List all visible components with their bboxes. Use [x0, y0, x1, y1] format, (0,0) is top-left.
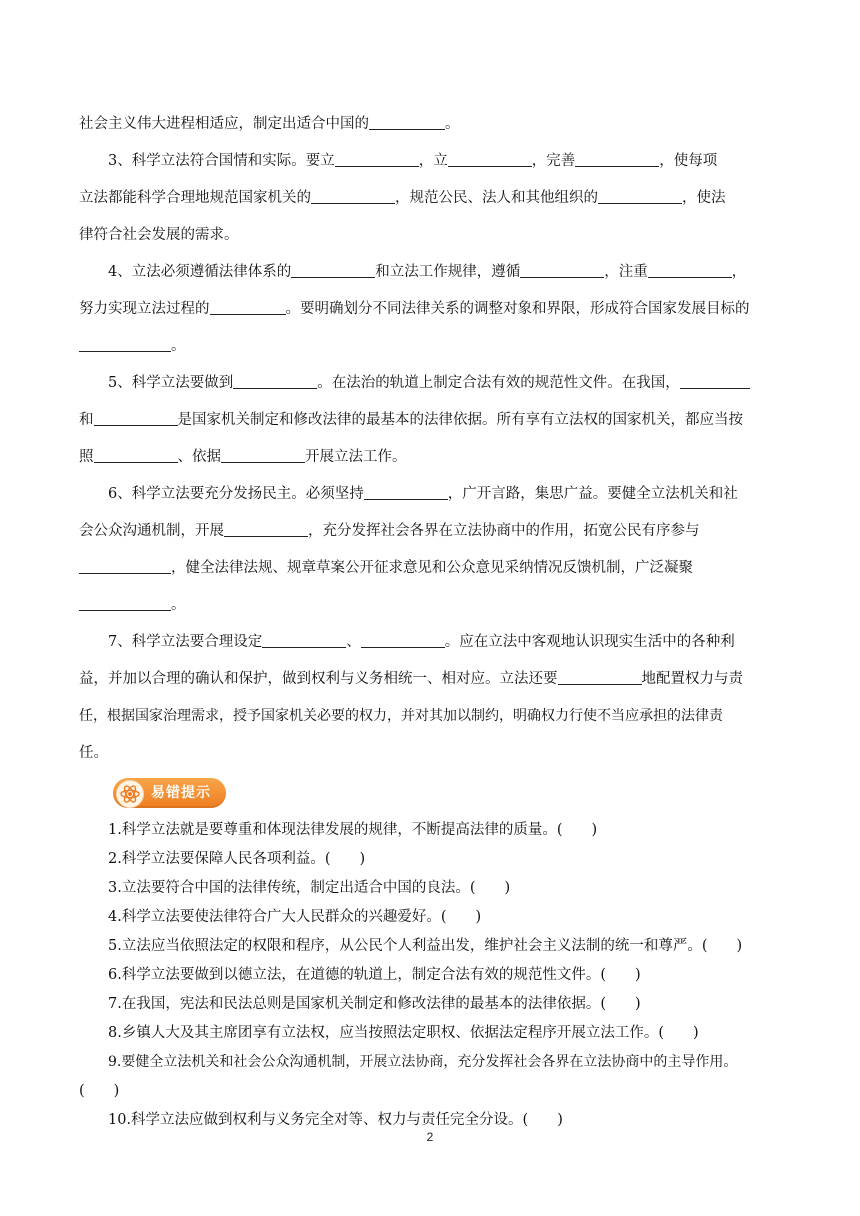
blank[interactable] — [291, 261, 375, 278]
blank[interactable] — [648, 261, 732, 278]
tf-item: 6.科学立法要做到以德立法，在道德的轨道上，制定合法有效的规范性文件。( ) — [108, 967, 641, 983]
blank[interactable] — [311, 187, 395, 204]
worksheet-page — [79, 106, 784, 1135]
tf-item: 8.乡镇人大及其主席团享有立法权，应当按照法定职权、依据法定程序开展立法工作。( ) — [108, 1025, 699, 1041]
blank[interactable] — [224, 520, 308, 537]
blank[interactable] — [575, 150, 659, 167]
tf-item: 2.科学立法要保障人民各项利益。( ) — [108, 851, 366, 867]
blank[interactable] — [520, 261, 604, 278]
blank[interactable] — [94, 446, 178, 463]
blank[interactable] — [221, 446, 305, 463]
item-5: 5、科学立法要做到 。在法治的轨道上制定合法有效的规范性文件。在我国， 和 是国家机关制定和修改法律的最基本的法律依据。所有享有立法权的国家机关，都应当按 照 、依据 开展立法工作。 — [79, 365, 784, 476]
blank[interactable] — [680, 372, 750, 389]
page-number: 2 — [426, 1130, 434, 1144]
tip-banner — [113, 778, 226, 808]
blank[interactable] — [558, 668, 642, 685]
item-6: 6、科学立法要充分发扬民主。必须坚持 ，广开言路，集思广益。要健全立法机关和社 会公众沟通机制，开展 ，充分发挥社会各界在立法协商中的作用，拓宽公民有序参与 ，健全法律法规、规章草案公开征求意见和公众意见采纳情况反馈机制，广泛凝聚 。 — [79, 476, 784, 624]
blank[interactable] — [361, 631, 445, 648]
intro-paragraph: 社会主义伟大进程相适应，制定出适合中国的 。 — [79, 106, 784, 143]
tf-item: 10.科学立法应做到权利与义务完全对等、权力与责任完全分设。( ) — [108, 1112, 563, 1128]
item-7: 7、科学立法要合理设定 、 。应在立法中客观地认识现实生活中的各种利 益，并加以合理的确认和保护，做到权利与义务相统一、相对应。立法还要 地配置权力与责 任，根据国家治理需求，授予国家机关必要的权力，并对其加以制约，明确权力行使不当应承担的法律责 任。 — [79, 624, 784, 772]
blank[interactable] — [448, 150, 532, 167]
item-4: 4、立法必须遵循法律体系的 和立法工作规律，遵循 ，注重 ， 努力实现立法过程的 。要明确划分不同法律关系的调整对象和界限，形成符合国家发展目标的 。 — [79, 254, 784, 365]
tip-banner-label: 易错提示 — [151, 785, 211, 801]
blank[interactable] — [79, 557, 171, 574]
item-3: 3、科学立法符合国情和实际。要立 ，立 ，完善 ，使每项 立法都能科学合理地规范国家机关的 ，规范公民、法人和其他组织的 ，使法 律符合社会发展的需求。 — [79, 143, 784, 254]
blank[interactable] — [335, 150, 419, 167]
blank[interactable] — [364, 483, 448, 500]
atom-icon — [116, 780, 144, 808]
blank[interactable] — [233, 372, 317, 389]
blank[interactable] — [210, 298, 286, 315]
blank[interactable] — [262, 631, 346, 648]
blank[interactable] — [369, 113, 445, 130]
tf-item: 3.立法要符合中国的法律传统，制定出适合中国的良法。( ) — [108, 880, 511, 896]
blank[interactable] — [79, 335, 171, 352]
tf-item: 5.立法应当依照法定的权限和程序，从公民个人利益出发，维护社会主义法制的统一和尊严。( ) — [108, 938, 743, 954]
blank[interactable] — [94, 409, 178, 426]
blank[interactable] — [598, 187, 682, 204]
tf-item: 4.科学立法要使法律符合广大人民群众的兴趣爱好。( ) — [108, 909, 482, 925]
intro-text: 社会主义伟大进程相适应，制定出适合中国的 — [79, 116, 369, 132]
tf-item: 9.要健全立法机关和社会公众沟通机制，开展立法协商，充分发挥社会各界在立法协商中的主导作用。 ( ) — [79, 1054, 738, 1099]
tf-item: 1.科学立法就是要尊重和体现法律发展的规律，不断提高法律的质量。( ) — [108, 822, 598, 838]
tf-list — [79, 816, 784, 1135]
tf-item: 7.在我国，宪法和民法总则是国家机关制定和修改法律的最基本的法律依据。( ) — [108, 996, 641, 1012]
blank[interactable] — [79, 594, 171, 611]
